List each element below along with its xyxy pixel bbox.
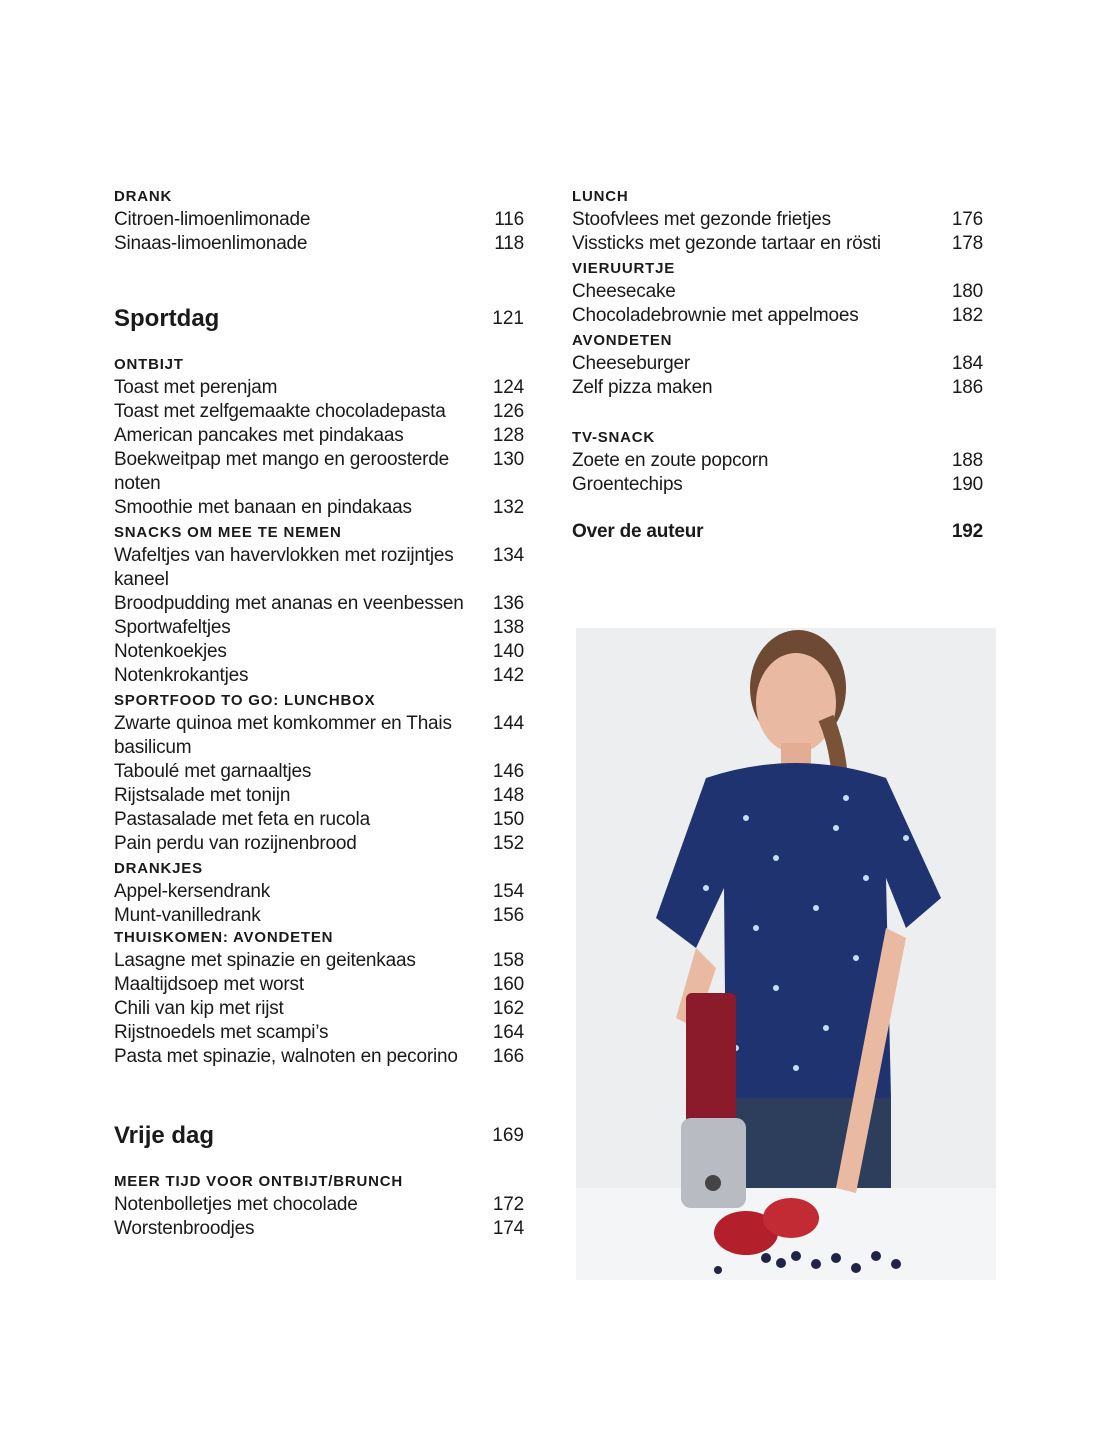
- section-subheading: MEER TIJD VOOR ONTBIJT/BRUNCH: [114, 1173, 404, 1190]
- section-subheading: DRANKJES: [114, 860, 203, 877]
- section-subheading: AVONDETEN: [572, 332, 673, 349]
- toc-entry-rijstsalade-met-tonijn[interactable]: [114, 784, 524, 808]
- toc-block-sportdag: [114, 304, 524, 928]
- toc-entry-rijstnoedels-met-scampi-s[interactable]: [114, 1021, 524, 1045]
- toc-block-thuiskomen: [114, 925, 524, 1069]
- page-number: 146: [492, 761, 524, 782]
- page-number: 121: [492, 308, 524, 329]
- section-subheading: THUISKOMEN: AVONDETEN: [114, 929, 334, 946]
- entry-title: American pancakes met pindakaas: [114, 425, 404, 446]
- page-number: 134: [492, 545, 524, 566]
- toc-entry-smoothie-met-banaan-en-pindakaas[interactable]: [114, 496, 524, 520]
- page-number: 132: [492, 497, 524, 518]
- page-number: 128: [492, 425, 524, 446]
- toc-entry-cheeseburger[interactable]: [572, 352, 983, 376]
- page-number: 148: [492, 785, 524, 806]
- entry-title: Cheesecake: [572, 281, 676, 302]
- toc-entry-citroen-limoenlimonade[interactable]: [114, 208, 524, 232]
- toc-entry-notenbolletjes-met-chocolade[interactable]: [114, 1193, 524, 1217]
- page-number: 169: [492, 1125, 524, 1146]
- toc-entry-sinaas-limoenlimonade[interactable]: [114, 232, 524, 256]
- page-number: 174: [492, 1218, 524, 1239]
- page-number: 158: [492, 950, 524, 971]
- entry-title: Appel-kersendrank: [114, 881, 271, 902]
- page-number: 162: [492, 998, 524, 1019]
- entry-title: Notenkoekjes: [114, 641, 227, 662]
- entry-title: Vrije dag: [114, 1122, 215, 1149]
- page-number: 136: [492, 593, 524, 614]
- entry-title: Pasta met spinazie, walnoten en pecorino: [114, 1046, 458, 1067]
- toc-entry-pain-perdu-van-rozijnenbrood[interactable]: [114, 832, 524, 856]
- toc-block-lunch: [572, 184, 983, 400]
- toc-entry-worstenbroodjes[interactable]: [114, 1217, 524, 1241]
- entry-title: Sportwafeltjes: [114, 617, 231, 638]
- page-number: 118: [494, 233, 524, 254]
- toc-entry-notenkoekjes[interactable]: [114, 640, 524, 664]
- toc-block-drank: [114, 184, 524, 256]
- entry-title: Sportdag: [114, 305, 220, 332]
- page-number: 140: [492, 641, 524, 662]
- page-number: 150: [492, 809, 524, 830]
- toc-entry-pastasalade-met-feta-en-rucola[interactable]: [114, 808, 524, 832]
- entry-title: Boekweitpap met mango en geroosterde noten: [114, 449, 450, 494]
- page-number: 188: [951, 450, 983, 471]
- page-number: 152: [492, 833, 524, 854]
- toc-entry-zwarte-quinoa-met-komkommer-en-thais-basilicum[interactable]: [114, 712, 524, 760]
- entry-title: Over de auteur: [572, 521, 704, 542]
- entry-title: Vissticks met gezonde tartaar en rösti: [572, 233, 881, 254]
- page-number: 116: [494, 209, 524, 230]
- entry-title: Maaltijdsoep met worst: [114, 974, 304, 995]
- page-number: 138: [492, 617, 524, 638]
- page-number: 166: [492, 1046, 524, 1067]
- toc-entry-zoete-en-zoute-popcorn[interactable]: [572, 449, 983, 473]
- entry-title: Zwarte quinoa met komkommer en Thais basilicum: [114, 713, 452, 758]
- section-subheading: SPORTFOOD TO GO: LUNCHBOX: [114, 692, 376, 709]
- entry-title: Munt-vanilledrank: [114, 905, 261, 926]
- toc-entry-toast-met-zelfgemaakte-chocoladepasta[interactable]: [114, 400, 524, 424]
- page-number: 180: [951, 281, 983, 302]
- page-number: 126: [492, 401, 524, 422]
- author-photo: [576, 628, 996, 1280]
- toc-entry-appel-kersendrank[interactable]: [114, 880, 524, 904]
- entry-title: Zelf pizza maken: [572, 377, 713, 398]
- chapter-heading[interactable]: [114, 1121, 524, 1151]
- toc-entry-vissticks-met-gezonde-tartaar-en-ro-sti[interactable]: [572, 232, 983, 256]
- toc-block-auteur: [572, 520, 983, 544]
- toc-entry-zelf-pizza-maken[interactable]: [572, 376, 983, 400]
- page-number: 184: [951, 353, 983, 374]
- section-subheading: LUNCH: [572, 188, 629, 205]
- entry-title: Rijstsalade met tonijn: [114, 785, 291, 806]
- toc-entry-pasta-met-spinazie-walnoten-en-pecorino[interactable]: [114, 1045, 524, 1069]
- toc-entry-notenkrokantjes[interactable]: [114, 664, 524, 688]
- toc-entry-over-de-auteur[interactable]: [572, 520, 983, 544]
- entry-title: Smoothie met banaan en pindakaas: [114, 497, 412, 518]
- entry-title: Notenkrokantjes: [114, 665, 249, 686]
- toc-entry-american-pancakes-met-pindakaas[interactable]: [114, 424, 524, 448]
- toc-entry-sportwafeltjes[interactable]: [114, 616, 524, 640]
- toc-block-vrije-dag: [114, 1121, 524, 1241]
- entry-title: Wafeltjes van havervlokken met rozijntjes kaneel: [114, 545, 454, 590]
- entry-title: Toast met perenjam: [114, 377, 278, 398]
- toc-entry-taboule-met-garnaaltjes[interactable]: [114, 760, 524, 784]
- page-number: 130: [492, 449, 524, 470]
- page-number: 178: [951, 233, 983, 254]
- toc-entry-broodpudding-met-ananas-en-veenbessen[interactable]: [114, 592, 524, 616]
- page-number: 190: [951, 474, 983, 495]
- entry-title: Sinaas-limoenlimonade: [114, 233, 308, 254]
- page-number: 164: [492, 1022, 524, 1043]
- toc-entry-lasagne-met-spinazie-en-geitenkaas[interactable]: [114, 949, 524, 973]
- toc-entry-toast-met-perenjam[interactable]: [114, 376, 524, 400]
- toc-entry-groentechips[interactable]: [572, 473, 983, 497]
- section-subheading: DRANK: [114, 188, 173, 205]
- entry-title: Notenbolletjes met chocolade: [114, 1194, 358, 1215]
- toc-entry-wafeltjes-van-havervlokken-met-rozijntjes-kaneel[interactable]: [114, 544, 524, 592]
- entry-title: Worstenbroodjes: [114, 1218, 255, 1239]
- page-number: 144: [492, 713, 524, 734]
- page-number: 154: [492, 881, 524, 902]
- page-number: 186: [951, 377, 983, 398]
- page-number: 142: [492, 665, 524, 686]
- page-number: 172: [492, 1194, 524, 1215]
- page-number: 182: [951, 305, 983, 326]
- entry-title: Pastasalade met feta en rucola: [114, 809, 370, 830]
- toc-entry-chocoladebrownie-met-appelmoes[interactable]: [572, 304, 983, 328]
- entry-title: Pain perdu van rozijnenbrood: [114, 833, 357, 854]
- toc-entry-maaltijdsoep-met-worst[interactable]: [114, 973, 524, 997]
- section-subheading: ONTBIJT: [114, 356, 184, 373]
- page-number: 176: [951, 209, 983, 230]
- page-number: 160: [492, 974, 524, 995]
- entry-title: Stoofvlees met gezonde frietjes: [572, 209, 831, 230]
- entry-title: Cheeseburger: [572, 353, 691, 374]
- entry-title: Zoete en zoute popcorn: [572, 450, 769, 471]
- section-subheading: SNACKS OM MEE TE NEMEN: [114, 524, 342, 541]
- entry-title: Toast met zelfgemaakte chocoladepasta: [114, 401, 446, 422]
- toc-entry-boekweitpap-met-mango-en-geroosterde-noten[interactable]: [114, 448, 524, 496]
- page-number: 156: [492, 905, 524, 926]
- toc-entry-chili-van-kip-met-rijst[interactable]: [114, 997, 524, 1021]
- section-subheading: VIERUURTJE: [572, 260, 676, 277]
- section-subheading: TV-SNACK: [572, 429, 656, 446]
- page-number: 124: [492, 377, 524, 398]
- entry-title: Taboulé met garnaaltjes: [114, 761, 312, 782]
- toc-block-tv-snack: [572, 425, 983, 497]
- entry-title: Groentechips: [572, 474, 683, 495]
- entry-title: Citroen-limoenlimonade: [114, 209, 311, 230]
- page-number: 192: [951, 521, 983, 542]
- entry-title: Chili van kip met rijst: [114, 998, 284, 1019]
- chapter-heading[interactable]: [114, 304, 524, 334]
- entry-title: Lasagne met spinazie en geitenkaas: [114, 950, 416, 971]
- toc-entry-stoofvlees-met-gezonde-frietjes[interactable]: [572, 208, 983, 232]
- entry-title: Rijstnoedels met scampi’s: [114, 1022, 329, 1043]
- toc-entry-cheesecake[interactable]: [572, 280, 983, 304]
- entry-title: Broodpudding met ananas en veenbessen: [114, 593, 464, 614]
- entry-title: Chocoladebrownie met appelmoes: [572, 305, 859, 326]
